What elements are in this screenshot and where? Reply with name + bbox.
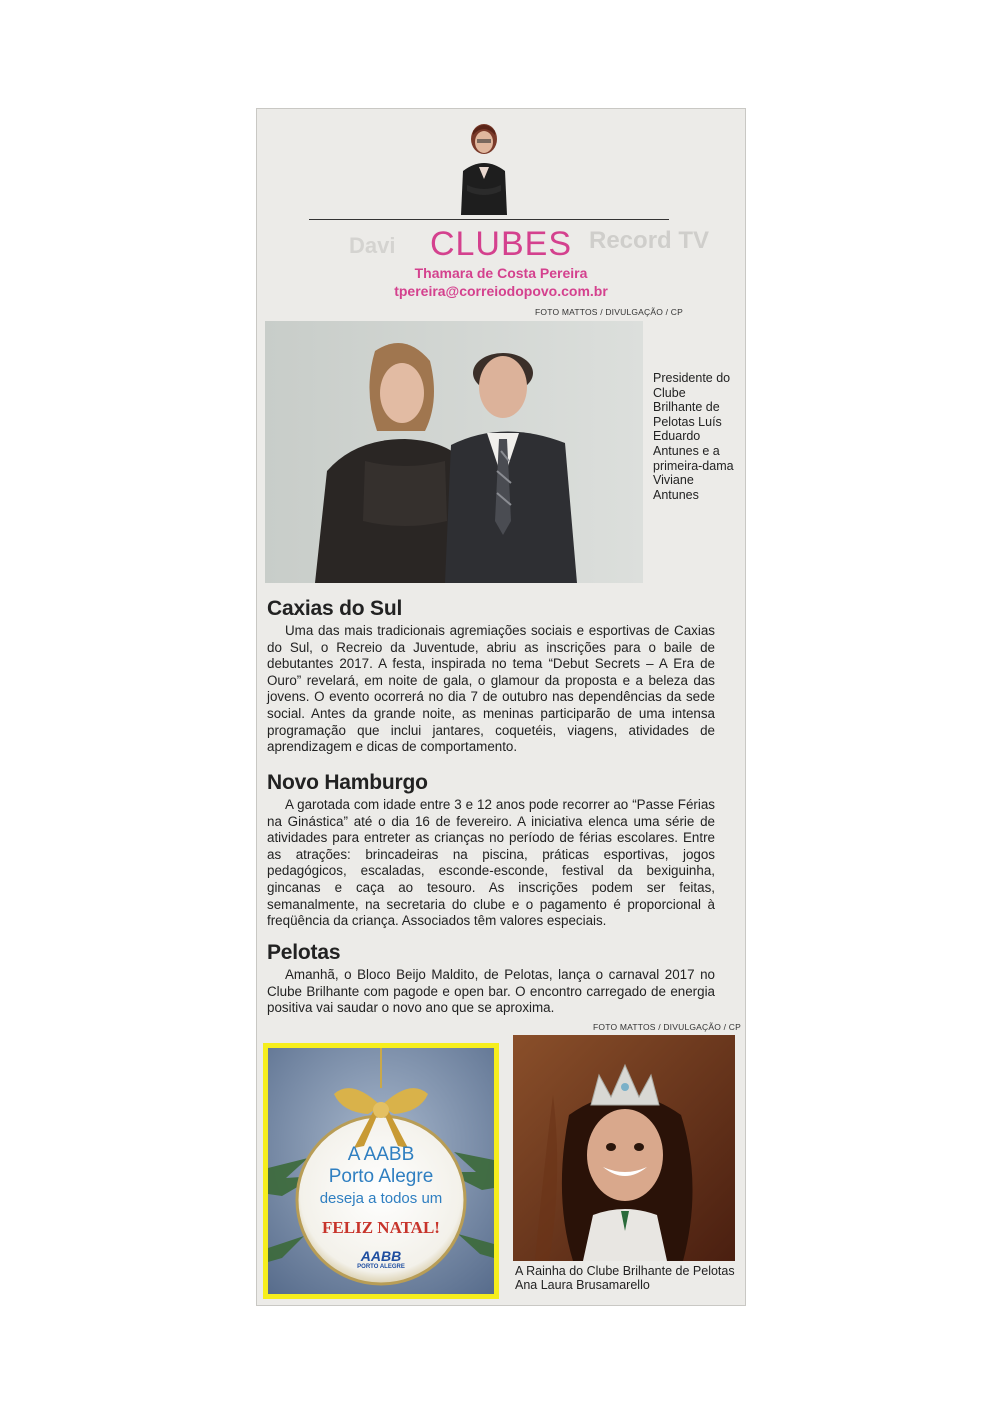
bleed-through-headline-end: Davi [349, 233, 396, 258]
article-novo-hamburgo [267, 771, 715, 930]
article-body: Uma das mais tradicionais agremiações sociais e esportivas de Caxias do Sul, o Recreio da Juventude, abriu as inscrições para o baile de debutantes 2017. A festa, inspirada no tema “Debut Secrets – A Era de Ouro” revelará, em noite de gala, o glamour da proposta e a beleza das jovens. O evento ocorrerá no dia 7 de outubro nas dependências da sede social. Antes da grande noite, as meninas participarão de uma intensa programação que inclui jantares, coquetéis, viagens, atividades de aprendizagem e dicas de comportamento. [267, 623, 715, 755]
aabb-logo: AABB [360, 1248, 402, 1264]
article-title: Caxias do Sul [267, 597, 403, 620]
ad-line-2: Porto Alegre [328, 1166, 434, 1187]
ad-line-1: A AABB [347, 1144, 415, 1165]
article-body: A garotada com idade entre 3 e 12 anos pode recorrer ao “Passe Férias na Ginástica” até o dia 16 de fevereiro. A iniciativa elenca uma série de atividades para entreter as crianças no período de férias escolares. Entre as atrações: brincadeiras na piscina, práticas esportivas, jogos pedagógicos, escaladas, esconde-esconde, festival da bexiguinha, gincanas e caça ao tesouro. As inscrições podem ser feitas, semanalmente, na secretaria do clube e o pagamento é proporcional à freqüência da criança. Associados têm valores especiais. [267, 797, 715, 929]
couple-photo [265, 321, 643, 583]
author-email: tpereira@correiodopovo.com.br [394, 283, 608, 299]
article-title: Novo Hamburgo [267, 771, 428, 794]
article-caxias [267, 597, 715, 756]
column-header [257, 109, 745, 319]
article-body: Amanhã, o Bloco Beijo Maldito, de Pelotas, lança o carnaval 2017 no Clube Brilhante com pagode e open bar. O encontro carregado de energia positiva vai saudar o novo ano que se aproxima. [267, 967, 715, 1016]
queen-photo [513, 1035, 735, 1261]
author-name: Thamara de Costa Pereira [414, 265, 588, 281]
article-pelotas [267, 941, 715, 1017]
section-title: CLUBES [429, 225, 573, 263]
header-rule [309, 219, 669, 220]
photo-credit-2: FOTO MATTOS / DIVULGAÇÃO / CP [593, 1022, 741, 1032]
bleed-through-headline: Record TV [589, 227, 710, 254]
photo-caption-2: A Rainha do Clube Brilhante de Pelotas Ana Laura Brusamarello [515, 1264, 735, 1292]
columnist-photo [453, 115, 515, 215]
photo-credit-1: FOTO MATTOS / DIVULGAÇÃO / CP [535, 307, 683, 317]
newspaper-clipping [256, 108, 746, 1306]
article-title: Pelotas [267, 941, 341, 964]
ad-line-3: deseja a todos um [319, 1190, 443, 1207]
aabb-logo-sub: PORTO ALEGRE [357, 1264, 405, 1270]
ad-line-4: FELIZ NATAL! [322, 1218, 440, 1237]
christmas-ad [263, 1043, 499, 1299]
photo-caption-1: Presidente do Clube Brilhante de Pelotas Luís Eduardo Antunes e a primeira-dama Viviane Antunes [653, 371, 734, 502]
